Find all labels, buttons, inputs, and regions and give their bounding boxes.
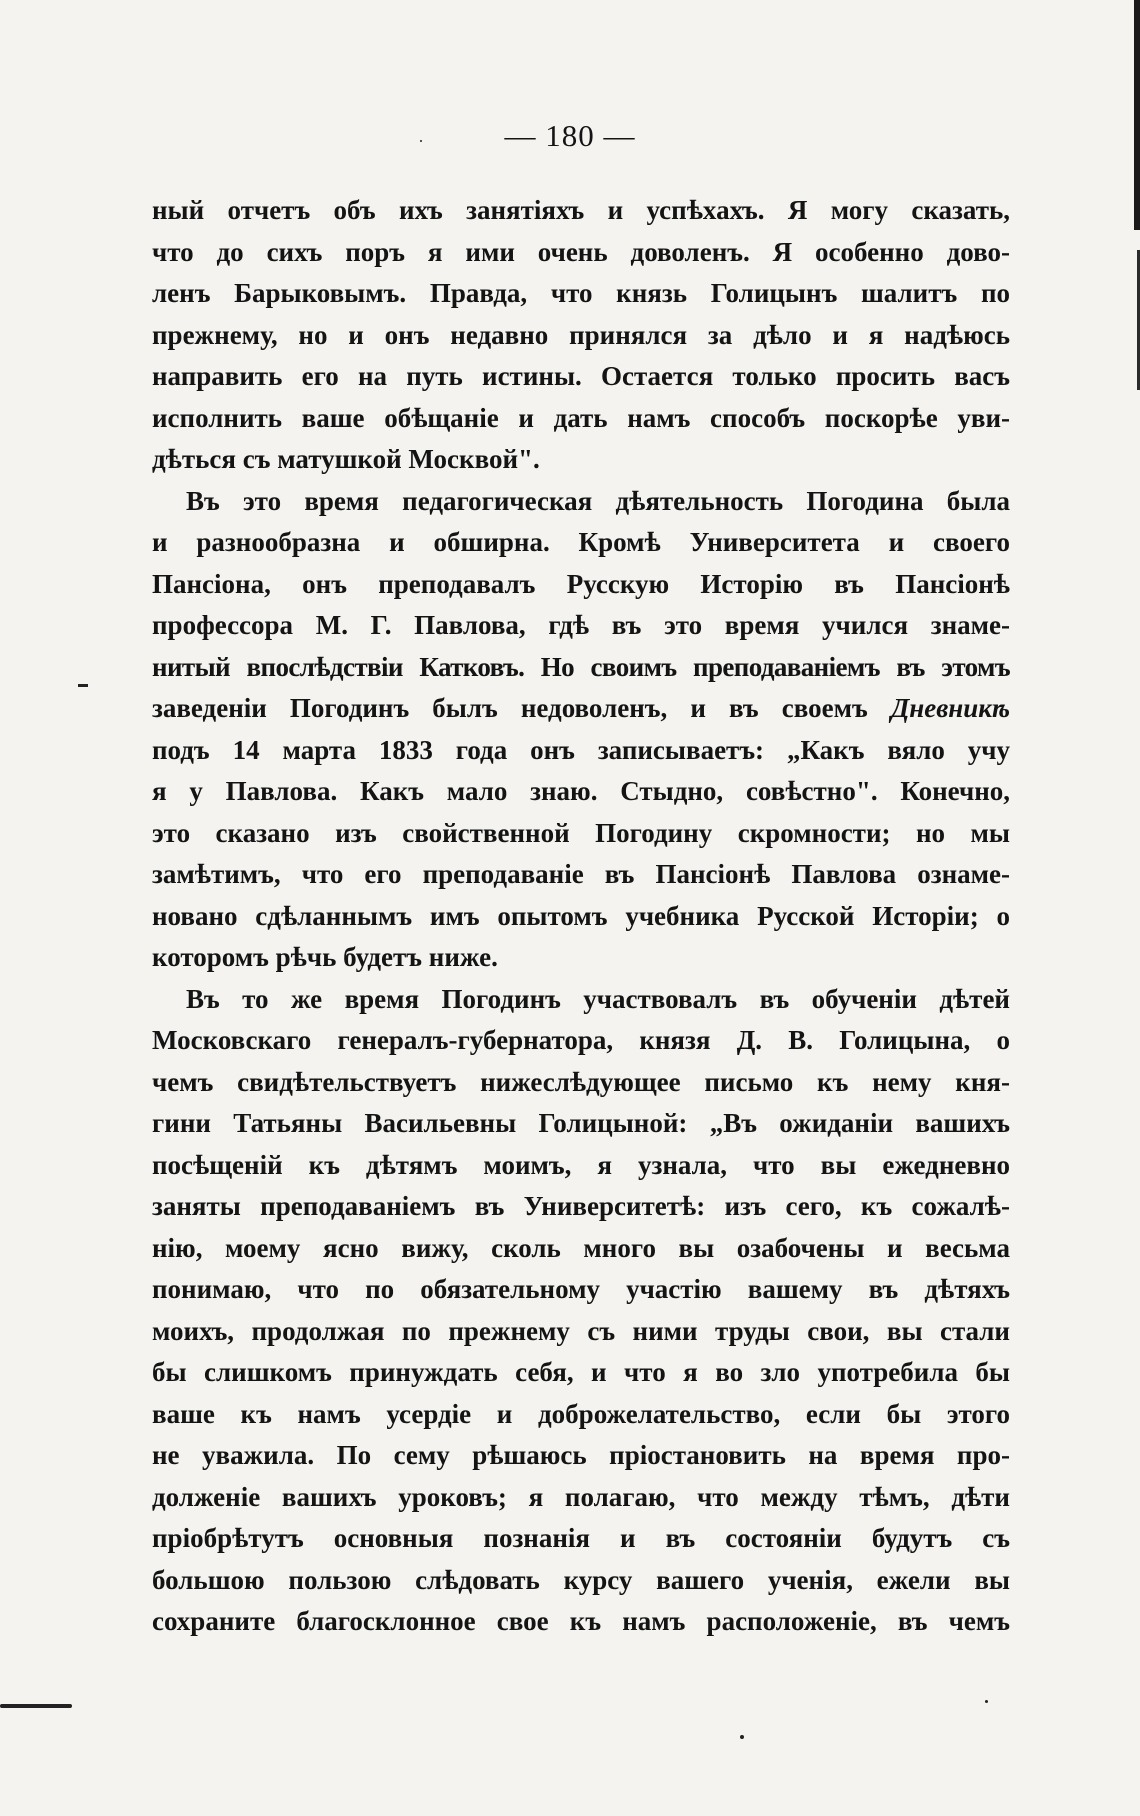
text-line: Пансіона, онъ преподавалъ Русскую Исторію въ Пансіонѣ	[152, 568, 1010, 599]
text-line: которомъ рѣчь будетъ ниже.	[152, 942, 498, 972]
page-number: — 180 —	[504, 118, 636, 153]
text-line: направить его на путь истины. Остается только просить васъ	[152, 361, 1010, 391]
italic-title: Дневникѣ	[890, 693, 1010, 723]
text-line: нію, моему ясно вижу, сколь много вы озабочены и весьма	[152, 1232, 1010, 1263]
text-line: это сказано изъ свойственной Погодину скромности; но мы	[152, 817, 1010, 848]
text-line: заняты преподаваніемъ въ Университетѣ: изъ сего, къ сожалѣ-	[152, 1191, 1010, 1221]
text-line: Въ то же время Погодинъ участвовалъ въ обученіи дѣтей	[186, 983, 1010, 1014]
text-line: я у Павлова. Какъ мало знаю. Стыдно, совѣстно". Конечно,	[152, 776, 1010, 806]
text-line: что до сихъ поръ я ими очень доволенъ. Я особенно дово-	[152, 236, 1010, 267]
text-segment: заведеніи Погодинъ былъ недоволенъ, и въ своемъ	[152, 693, 868, 723]
text-line: замѣтимъ, что его преподаваніе въ Пансіонѣ Павлова ознаме-	[152, 859, 1010, 889]
text-line: сохраните благосклонное свое къ намъ расположеніе, въ чемъ	[152, 1606, 1010, 1636]
text-line: гини Татьяны Васильевны Голицыной: „Въ ожиданіи вашихъ	[152, 1108, 1010, 1138]
text-line: подъ 14 марта 1833 года онъ записываетъ: „Какъ вяло учу	[152, 734, 1010, 765]
text-line: понимаю, что по обязательному участію вашему въ дѣтяхъ	[152, 1274, 1010, 1304]
scan-artifact	[0, 1704, 72, 1708]
scan-artifact	[78, 684, 88, 687]
text-line: новано сдѣланнымъ имъ опытомъ учебника Русской Исторіи; о	[152, 900, 1010, 931]
scan-edge-shadow	[1134, 0, 1140, 230]
scan-artifact	[740, 1735, 744, 1739]
text-line: пріобрѣтутъ основныя познанія и въ состояніи будутъ съ	[152, 1523, 1010, 1553]
text-line: Въ это время педагогическая дѣятельность Погодина была	[186, 485, 1010, 516]
text-line: дѣться съ матушкой Москвой".	[152, 444, 540, 474]
text-line: большою пользою слѣдовать курсу вашего ученія, ежели вы	[152, 1564, 1010, 1595]
text-line: ваше къ намъ усердіе и доброжелательство, если бы этого	[152, 1398, 1010, 1429]
text-line: ный отчетъ объ ихъ занятіяхъ и успѣхахъ. Я могу сказать,	[152, 195, 1010, 225]
text-line: чемъ свидѣтельствуетъ нижеслѣдующее письмо къ нему кня-	[152, 1066, 1010, 1097]
text-line: не уважила. По сему рѣшаюсь пріостановить на время про-	[152, 1440, 1010, 1470]
text-line: нитый впослѣдствіи Катковъ. Но своимъ преподаваніемъ въ этомъ	[152, 651, 1010, 682]
text-line: бы слишкомъ принуждать себя, и что я во зло употребила бы	[152, 1357, 1010, 1387]
text-line-with-italic	[152, 688, 1010, 730]
text-line: профессора М. Г. Павлова, гдѣ въ это время учился знаме-	[152, 610, 1010, 640]
text-line: и разнообразна и обширна. Кромѣ Университета и своего	[152, 527, 1010, 557]
text-line: посѣщеній къ дѣтямъ моимъ, я узнала, что вы ежедневно	[152, 1149, 1010, 1180]
text-line: Московскаго генералъ-губернатора, князя Д. В. Голицына, о	[152, 1025, 1010, 1055]
text-line: исполнить ваше обѣщаніе и дать намъ способъ поскорѣе уви-	[152, 402, 1010, 433]
text-line: долженіе вашихъ уроковъ; я полагаю, что между тѣмъ, дѣти	[152, 1481, 1010, 1512]
text-line: моихъ, продолжая по прежнему съ ними труды свои, вы стали	[152, 1315, 1010, 1346]
text-line: ленъ Барыковымъ. Правда, что князь Голицынъ шалитъ по	[152, 278, 1010, 308]
text-line: прежнему, но и онъ недавно принялся за дѣло и я надѣюсь	[152, 319, 1010, 350]
body-text	[152, 190, 1010, 1643]
scan-artifact	[985, 1700, 988, 1703]
